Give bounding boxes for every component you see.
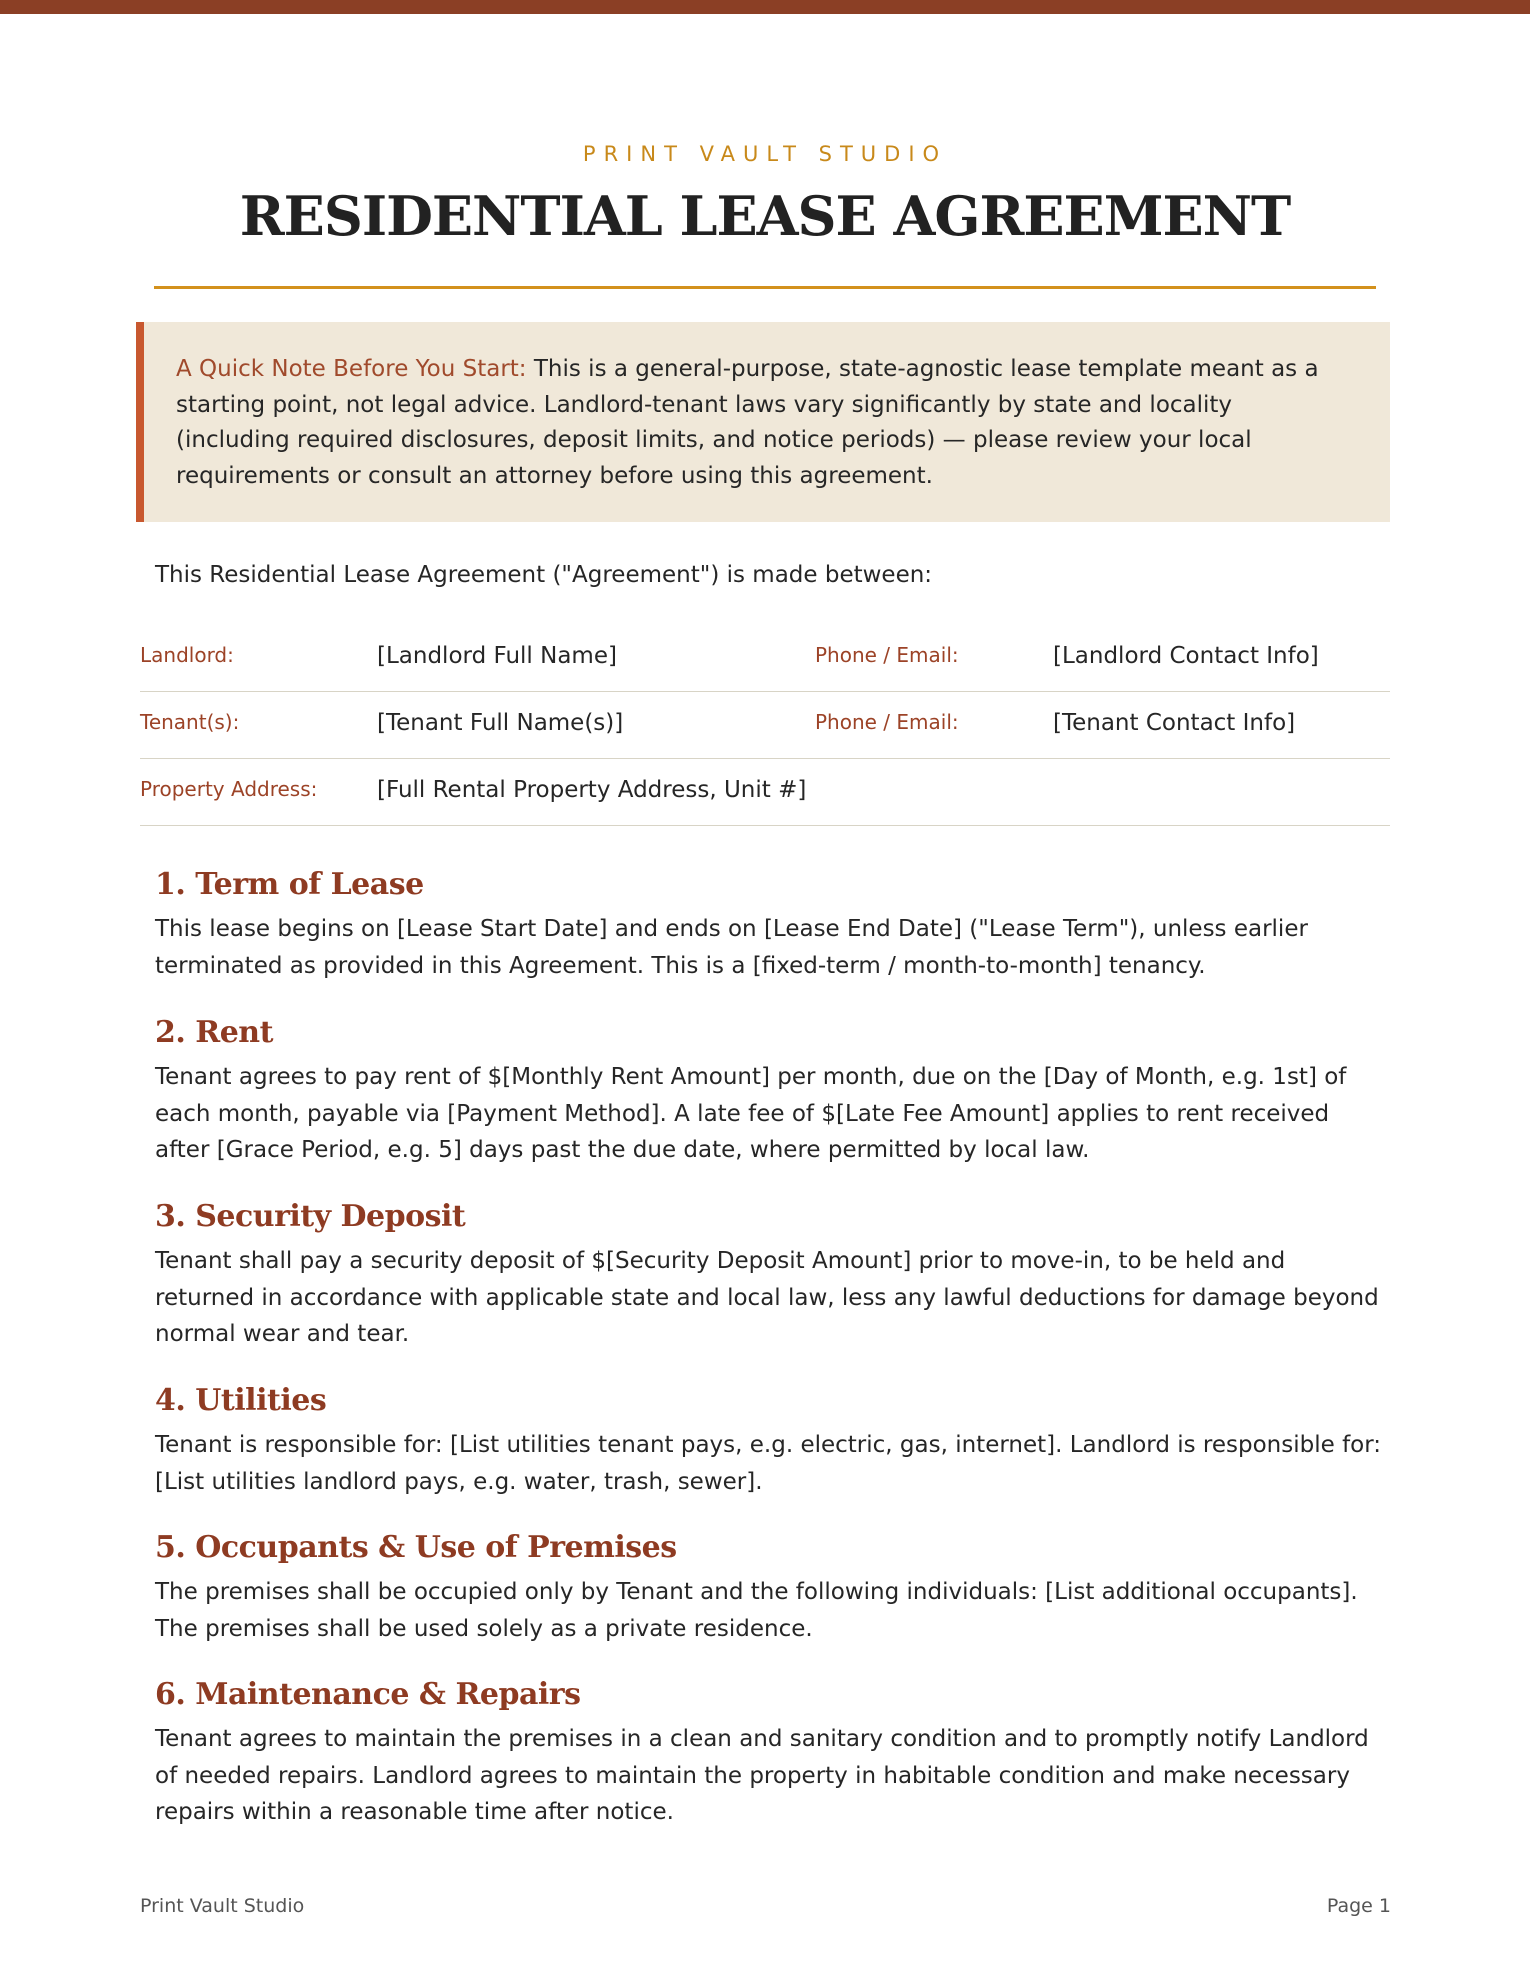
landlord-label: Landlord: [140, 643, 234, 667]
property-address-label: Property Address: [140, 777, 318, 801]
tenant-contact: [Tenant Contact Info] [1053, 710, 1296, 736]
landlord-contact-label: Phone / Email: [815, 643, 959, 667]
section-occupants [155, 1528, 1385, 1647]
section-body: Tenant agrees to maintain the premises in a clean and sanitary condition and to promptly notify Landlord of needed repairs. Landlord agrees to maintain the property in habitable condition and make necessary repairs within a reasonable time after notice. [155, 1726, 1369, 1825]
section-heading: 6. Maintenance & Repairs [155, 1677, 581, 1712]
section-heading: 1. Term of Lease [155, 867, 424, 902]
section-maintenance [155, 1675, 1385, 1831]
section-heading: 2. Rent [155, 1015, 273, 1050]
section-body: The premises shall be occupied only by Tenant and the following individuals: [List additional occupants]. The premises shall be used solely as a private residence. [155, 1579, 1358, 1642]
section-body: This lease begins on [Lease Start Date] and ends on [Lease End Date] ("Lease Term"), unless earlier terminated as provided in this Agreement. This is a [fixed-term / month-to-month] tenancy. [155, 916, 1308, 979]
footer-brand: Print Vault Studio [140, 1895, 305, 1917]
landlord-contact: [Landlord Contact Info] [1053, 643, 1319, 669]
section-term-of-lease [155, 865, 1385, 984]
section-heading: 4. Utilities [155, 1383, 327, 1418]
property-address: [Full Rental Property Address, Unit #] [377, 777, 807, 803]
parties-table [140, 625, 1390, 826]
page-number: Page 1 [1326, 1895, 1391, 1917]
section-body: Tenant shall pay a security deposit of $[Security Deposit Amount] prior to move-in, to be held and returned in accordance with applicable state and local law, less any lawful deductions for damage beyond normal wear and tear. [155, 1248, 1379, 1347]
section-body: Tenant is responsible for: [List utilities tenant pays, e.g. electric, gas, internet]. Landlord is responsible for: [List utilities landlord pays, e.g. water, trash, sewer]. [155, 1432, 1382, 1495]
party-row-tenant [140, 692, 1390, 759]
top-accent-bar [0, 0, 1530, 14]
title-divider [154, 286, 1376, 289]
party-row-property [140, 759, 1390, 826]
section-rent [155, 1013, 1385, 1169]
party-row-landlord [140, 625, 1390, 692]
note-text: This is a general-purpose, state-agnostic lease template meant as a starting point, not legal advice. Landlord-tenant laws vary significantly by state and locality (including required disclosures, deposit limits, and notice periods) — please review your local requirements or consult an attorney before using this agreement. [176, 356, 1319, 489]
landlord-name: [Landlord Full Name] [377, 643, 617, 669]
section-security-deposit [155, 1197, 1385, 1353]
tenant-label: Tenant(s): [140, 710, 240, 734]
section-heading: 5. Occupants & Use of Premises [155, 1530, 677, 1565]
note-lead: A Quick Note Before You Start: [176, 356, 527, 382]
section-body: Tenant agrees to pay rent of $[Monthly Rent Amount] per month, due on the [Day of Month, e.g. 1st] of each month, payable via [Payment Method]. A late fee of $[Late Fee Amount] applies to rent received after [Grace Period, e.g. 5] days past the due date, where permitted by local law. [155, 1064, 1347, 1163]
page-title: RESIDENTIAL LEASE AGREEMENT [239, 184, 1291, 248]
intro-text: This Residential Lease Agreement ("Agreement") is made between: [155, 562, 933, 588]
tenant-contact-label: Phone / Email: [815, 710, 959, 734]
brand-name: PRINT VAULT STUDIO [582, 142, 948, 166]
disclaimer-note [136, 322, 1390, 522]
section-utilities [155, 1381, 1385, 1500]
tenant-name: [Tenant Full Name(s)] [377, 710, 624, 736]
section-heading: 3. Security Deposit [155, 1199, 466, 1234]
